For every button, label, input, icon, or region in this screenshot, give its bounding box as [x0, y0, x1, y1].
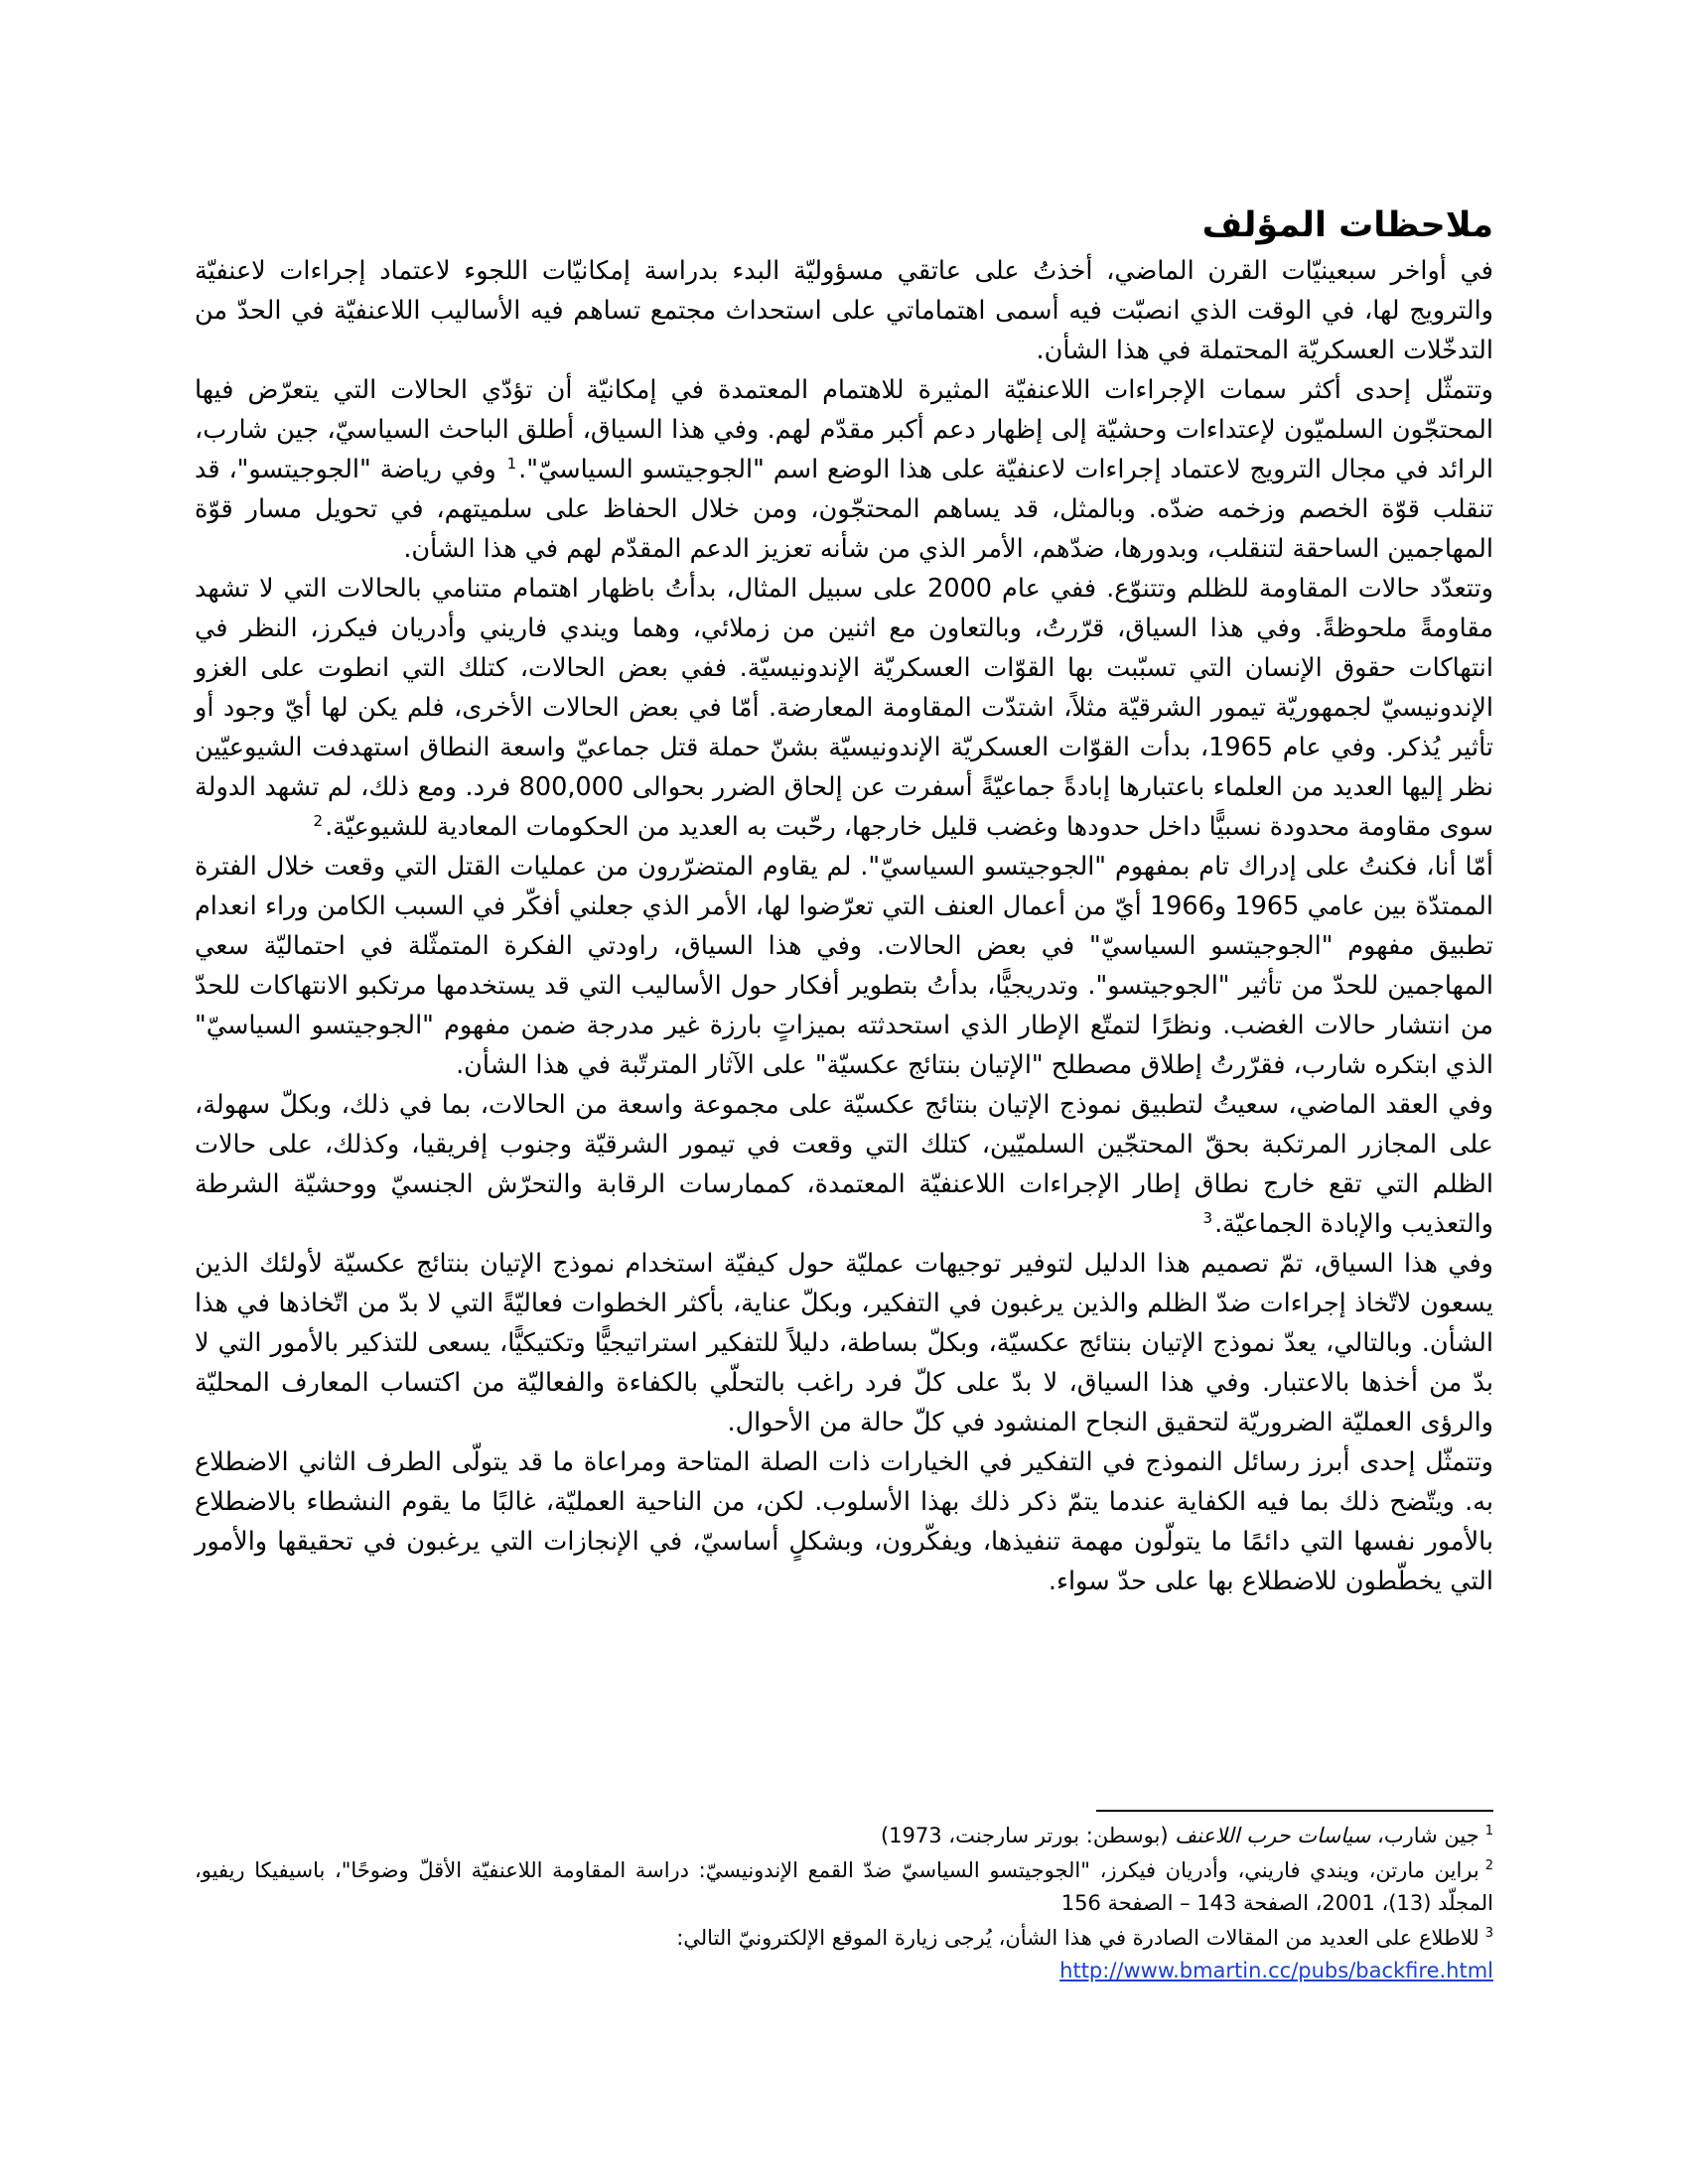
paragraph-3: [195, 569, 1493, 847]
footnote-2-number: 2: [1484, 1858, 1493, 1873]
paragraph-6: [195, 1244, 1493, 1442]
paragraph-4: [195, 847, 1493, 1085]
footnotes: [195, 1820, 1493, 1987]
footnote-3-number: 3: [1484, 1926, 1493, 1941]
paragraph-7-text: وتتمثّل إحدى أبرز رسائل النموذج في التفكير في الخيارات ذات الصلة المتاحة ومراعاة ما قد يتولّى الطرف الثاني الاضطلاع به. ويتّضح ذلك بما فيه الكفاية عندما يتمّ ذكر ذلك بهذا الأسلوب. لكن، من الناحية العمليّة، غالبًا ما يقوم النشطاء بالاضطلاع بالأمور نفسها التي دائمًا ما يتولّون مهمة تنفيذها، ويفكّرون، وبشكلٍ أساسيّ، في الإنجازات التي يرغبون في تحقيقها والأمور التي يخطّطون للاضطلاع بها على حدّ سواء.: [195, 1447, 1493, 1596]
footnote-3: [195, 1922, 1493, 1955]
page-title: ملاحظات المؤلف: [1201, 205, 1493, 245]
footnote-2: [195, 1854, 1493, 1920]
paragraph-2-text-after: وفي رياضة "الجوجيتسو"، قد تنقلب قوّة الخصم وزخمه ضدّه. وبالمثل، قد يساهم المحتجّون، ومن خلال الحفاظ على سلميتهم، في تحويل مسار قوّة المهاجمين الساحقة لتنقلب، وبدورها، ضدّهم، الأمر الذي من شأنه تعزيز الدعم المقدّم لهم في هذا الشأن.: [195, 455, 1493, 564]
footnote-1-book-title: سياسات حرب اللاعنف: [1175, 1824, 1371, 1847]
paragraph-7: [195, 1442, 1493, 1601]
footnote-ref-2[interactable]: 2: [313, 811, 324, 830]
footnote-3-link-line: [195, 1955, 1493, 1987]
paragraph-6-text: وفي هذا السياق، تمّ تصميم هذا الدليل لتوفير توجيهات عمليّة حول كيفيّة استخدام نموذج الإتيان بنتائج عكسيّة لأولئك الذين يسعون لاتّخاذ إجراءات ضدّ الظلم والذين يرغبون في التفكير، وبكلّ عناية، بأكثر الخطوات فعاليّةً التي لا بدّ من اتّخاذها في هذا الشأن. وبالتالي، يعدّ نموذج الإتيان بنتائج عكسيّة، وبكلّ بساطة، دليلاً للتفكير استراتيجيًّا وتكتيكيًّا، يسعى للتذكير بالأمور التي لا بدّ من أخذها بالاعتبار. وفي هذا السياق، لا بدّ على كلّ فرد راغب بالتحلّي بالكفاءة والفعاليّة من اكتساب المعارف المحليّة والرؤى العمليّة الضروريّة لتحقيق النجاح المنشود في كلّ حالة من الأحوال.: [195, 1249, 1493, 1437]
paragraph-2: [195, 370, 1493, 569]
footnote-3-text: للاطلاع على العديد من المقالات الصادرة في هذا الشأن، يُرجى زيارة الموقع الإلكترونيّ التالي:: [676, 1926, 1479, 1950]
paragraph-5: [195, 1085, 1493, 1244]
footnote-ref-3[interactable]: 3: [1202, 1208, 1213, 1227]
paragraph-2-text: وتتمثّل إحدى أكثر سمات الإجراءات اللاعنفيّة المثيرة للاهتمام المعتمدة في إمكانيّة أن تؤدّي الحالات التي يتعرّض فيها المحتجّون السلميّون لإعتداءات وحشيّة إلى إظهار دعم أكبر مقدّم لهم. وفي هذا السياق، أطلق الباحث السياسيّ، جين شارب، الرائد في مجال الترويج لاعتماد إجراءات لاعنفيّة على هذا الوضع اسم "الجوجيتسو السياسيّ".: [195, 375, 1493, 484]
footnote-2-text: براين مارتن، ويندي فاريني، وأدريان فيكرز، "الجوجيتسو السياسيّ ضدّ القمع الإندونيسيّ: دراسة المقاومة اللاعنفيّة الأقلّ وضوحًا"، باسيفيكا ريفيو، المجلّد (13)، 2001، الصفحة 143 – الصفحة 156: [195, 1858, 1493, 1915]
footnote-1-text-before: جين شارب،: [1370, 1824, 1479, 1847]
paragraph-3-text: وتتعدّد حالات المقاومة للظلم وتتنوّع. ففي عام 2000 على سبيل المثال، بدأتُ باظهار اهتمام متنامي بالحالات التي لا تشهد مقاومةً ملحوظةً. وفي هذا السياق، قرّرتُ، وبالتعاون مع اثنين من زملائي، وهما ويندي فاريني وأدريان فيكرز، النظر في انتهاكات حقوق الإنسان التي تسبّبت بها القوّات العسكريّة الإندونيسيّة. ففي بعض الحالات، كتلك التي انطوت على الغزو الإندونيسيّ لجمهوريّة تيمور الشرقيّة مثلاً، اشتدّت المقاومة المعارضة. أمّا في بعض الحالات الأخرى، فلم يكن لها أيّ وجود أو تأثير يُذكر. وفي عام 1965، بدأت القوّات العسكريّة الإندونيسيّة بشنّ حملة قتل جماعيّ واسعة النطاق استهدفت الشيوعيّين نظر إليها العديد من العلماء باعتبارها إبادةً جماعيّةً أسفرت عن إلحاق الضرر بحوالى 800,000 فرد. ومع ذلك، لم تشهد الدولة سوى مقاومة محدودة نسبيًّا داخل حدودها وغضب قليل خارجها، رحّبت به العديد من الحكومات المعادية للشيوعيّة.: [195, 574, 1494, 842]
paragraph-1: [195, 251, 1493, 370]
footnote-1: [195, 1820, 1493, 1852]
footnote-1-number: 1: [1484, 1824, 1493, 1839]
paragraph-5-text: وفي العقد الماضي، سعيتُ لتطبيق نموذج الإتيان بنتائج عكسيّة على مجموعة واسعة من الحالات، بما في ذلك، وبكلّ سهولة، على المجازر المرتكبة بحقّ المحتجّين السلميّين، كتلك التي وقعت في تيمور الشرقيّة وجنوب إفريقيا، وكذلك، على حالات الظلم التي تقع خارج نطاق إطار الإجراءات اللاعنفيّة المعتمدة، كممارسات الرقابة والتحرّش الجنسيّ ووحشيّة الشرطة والتعذيب والإبادة الجماعيّة.: [195, 1090, 1493, 1239]
document-body: [195, 204, 1493, 1601]
paragraph-4-text: أمّا أنا، فكنتُ على إدراك تام بمفهوم "الجوجيتسو السياسيّ". لم يقاوم المتضرّرون من عمليات القتل التي وقعت خلال الفترة الممتدّة بين عامي 1965 و1966 أيّ من أعمال العنف التي تعرّضوا لها، الأمر الذي جعلني أفكّر في السبب الكامن وراء انعدام تطبيق مفهوم "الجوجيتسو السياسيّ" في بعض الحالات. وفي هذا السياق، راودتي الفكرة المتمثّلة في احتماليّة سعي المهاجمين للحدّ من تأثير "الجوجيتسو". وتدريجيًّا، بدأتُ بتطوير أفكار حول الأساليب التي قد يستخدمها مرتكبو الانتهاكات للحدّ من انتشار حالات الغضب. ونظرًا لتمتّع الإطار الذي استحدثته بميزاتٍ بارزة غير مدرجة ضمن مفهوم "الجوجيتسو السياسيّ" الذي ابتكره شارب، فقرّرتُ إطلاق مصطلح "الإتيان بنتائج عكسيّة" على الآثار المترتّبة في هذا الشأن.: [195, 852, 1493, 1080]
footnote-separator: [1096, 1810, 1493, 1812]
footnote-1-text-after: (بوسطن: بورتر سارجنت، 1973): [880, 1824, 1176, 1847]
footnote-3-link[interactable]: http://www.bmartin.cc/pubs/backfire.html: [1059, 1959, 1493, 1982]
footnote-ref-1[interactable]: 1: [506, 454, 517, 473]
paragraph-1-text: في أواخر سبعينيّات القرن الماضي، أخذتُ على عاتقي مسؤوليّة البدء بدراسة إمكانيّات اللجوء لاعتماد إجراءات لاعنفيّة والترويج لها، في الوقت الذي انصبّت فيه أسمى اهتماماتي على استحداث مجتمع تساهم فيه الأساليب اللاعنفيّة في الحدّ من التدخّلات العسكريّة المحتملة في هذا الشأن.: [195, 256, 1493, 365]
